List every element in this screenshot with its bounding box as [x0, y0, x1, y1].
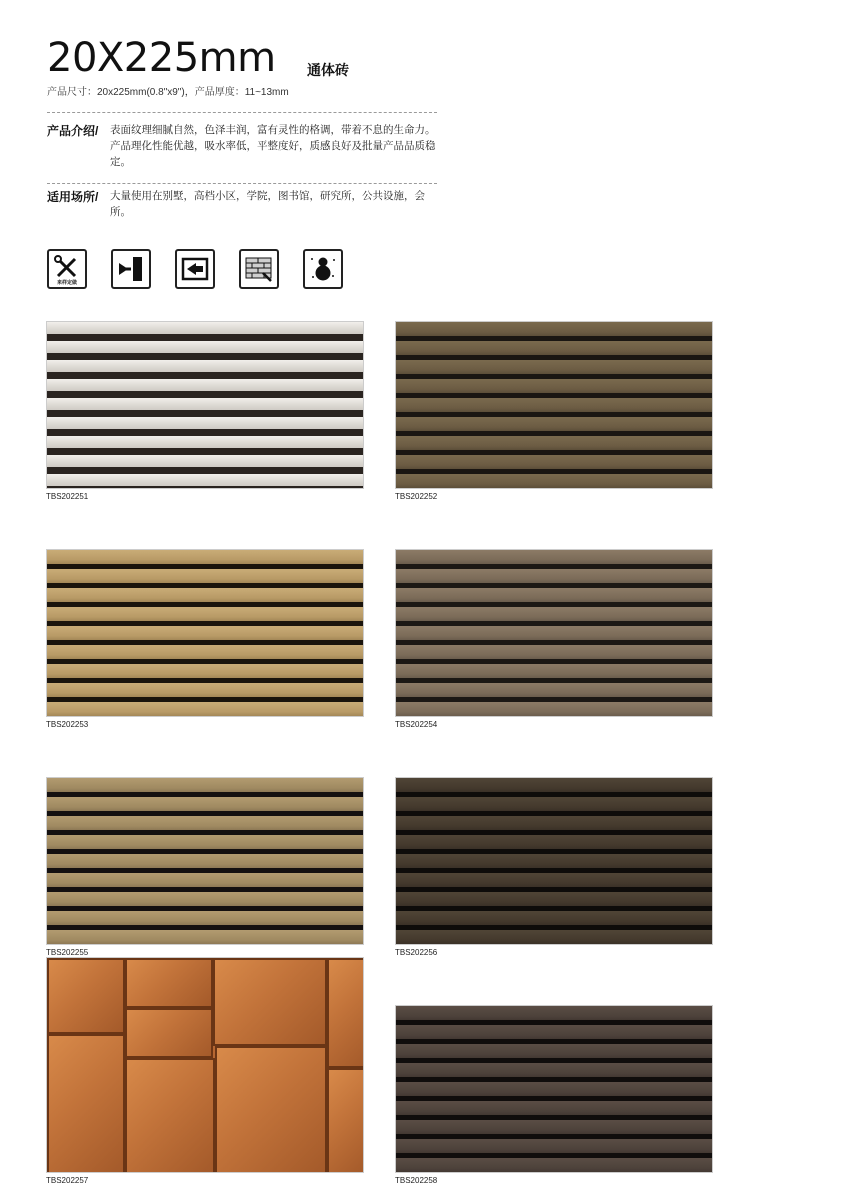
tile-image-tbs202256: [395, 777, 713, 945]
tile-image-tbs202257: [46, 957, 364, 1173]
stone-block: [327, 958, 364, 1068]
stone-block: [47, 958, 125, 1034]
tile-code: TBS202257: [46, 1176, 89, 1185]
intro-text: 表面纹理细腻自然，色泽丰润，富有灵性的格调，带着不息的生命力。产品理化性能优越，吸水率低，平整度好，质感良好及批量产品品质稳定。: [110, 124, 436, 168]
page-title: 20X225mm: [47, 35, 276, 81]
intro-section: [47, 122, 447, 182]
tile-code: TBS202256: [395, 948, 438, 957]
tile-image-tbs202255: [46, 777, 364, 945]
stone-block: [215, 1046, 327, 1173]
tools-icon-label: 来样定做: [56, 280, 78, 286]
title-block: [47, 35, 349, 81]
brick-wall-icon: [239, 249, 279, 289]
stone-block: [47, 1034, 125, 1173]
stone-block: [125, 1008, 213, 1058]
tile-image-tbs202252: [395, 321, 713, 489]
tile-code: TBS202254: [395, 720, 438, 729]
tile-code: TBS202258: [395, 1176, 438, 1185]
tile-image-tbs202258: [395, 1005, 713, 1173]
thermal-insulation-icon: [111, 249, 151, 289]
product-spec: 产品尺寸：20x225mm(0.8"x9")，产品厚度：11~13mm: [47, 87, 289, 98]
stone-block: [213, 958, 327, 1046]
tools-icon: [47, 249, 87, 289]
page-subtitle: 通体砖: [307, 62, 349, 78]
tile-image-tbs202251: [46, 321, 364, 489]
tile-code: TBS202253: [46, 720, 89, 729]
stone-block: [327, 1068, 364, 1173]
usage-text: 大量使用在别墅，高档小区，学院，图书馆，研究所，公共设施，会所。: [110, 190, 425, 218]
usage-section: [47, 188, 447, 228]
frost-resistance-icon: [303, 249, 343, 289]
exterior-wall-icon: [175, 249, 215, 289]
stone-block: [125, 958, 213, 1008]
tile-code: TBS202251: [46, 492, 89, 501]
tile-code: TBS202252: [395, 492, 438, 501]
divider: [47, 183, 437, 184]
tile-image-tbs202253: [46, 549, 364, 717]
tile-code: TBS202255: [46, 948, 89, 957]
divider: [47, 112, 437, 113]
usage-label: 适用场所/: [47, 190, 99, 204]
stone-block: [125, 1058, 215, 1173]
intro-label: 产品介绍/: [47, 124, 99, 138]
tile-image-tbs202254: [395, 549, 713, 717]
